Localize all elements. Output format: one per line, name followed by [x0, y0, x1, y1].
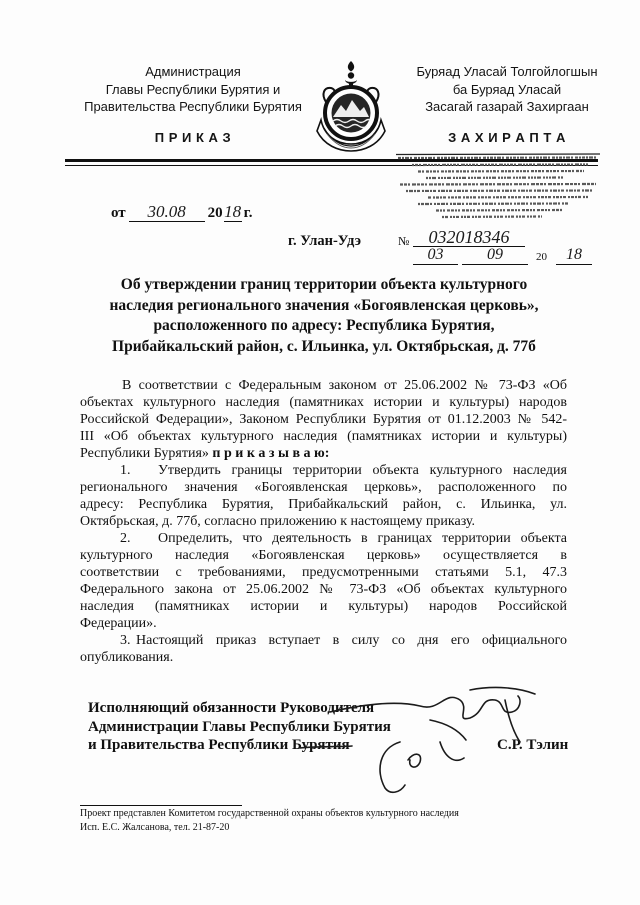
- date-suffix: г.: [243, 205, 253, 221]
- preamble: [80, 377, 567, 462]
- signatory-name: С.Р. Тэлин: [497, 737, 569, 753]
- signatory-position: [88, 699, 391, 755]
- preamble-last-line: Республики Бурятия»: [80, 446, 209, 461]
- doc-type-bua: З А Х И Р А П Т А: [448, 129, 566, 145]
- item-number: 1.: [120, 463, 131, 478]
- item-text: Утвердить границы территории объекта культурного наследия: [158, 463, 567, 478]
- footer-line: Проект представлен Комитетом государственной охраны объектов культурного наследия: [80, 808, 459, 819]
- body-line: опубликования.: [80, 650, 174, 665]
- body-line: наследия (памятниках истории и культуры) народов Российской: [80, 599, 567, 614]
- footer-line: Исп. Е.С. Жалсанова, тел. 21-87-20: [80, 821, 230, 833]
- registration-month: 09: [462, 246, 528, 265]
- doc-type-ru: П Р И К А З: [154, 129, 232, 145]
- date-prefix: от: [111, 205, 126, 221]
- item-text: Определить, что деятельность в границах территории объекта: [158, 531, 567, 546]
- body-line: Федерального закона от 25.06.2002 № 73-ФЗ «Об объектах культурного: [80, 582, 567, 597]
- coat-of-arms-icon: [316, 60, 386, 152]
- order-item-1: [80, 462, 567, 530]
- date-day-month-handwritten: 30.08: [129, 203, 205, 222]
- header-left-authority: [73, 63, 313, 146]
- order-item-2: [80, 530, 567, 632]
- date-year-handwritten: 18: [224, 202, 242, 221]
- order-title: [80, 275, 568, 358]
- order-word: п р и к а з ы в а ю:: [212, 446, 330, 461]
- body-line: Федерации».: [80, 616, 157, 631]
- body-line: [80, 462, 567, 479]
- registration-day: 03: [413, 246, 458, 265]
- body-line: регионального значения «Богоявленская церковь», расположенного по: [80, 480, 567, 495]
- body-line: объектах культурного наследия (памятниках истории и культуры) народов: [80, 395, 567, 410]
- registration-stamp: [392, 153, 602, 225]
- item-number: 2.: [120, 531, 131, 546]
- registration-century: 20: [536, 251, 547, 263]
- body-line: III «Об объектах культурного наследия (памятниках истории и культуры): [80, 429, 567, 444]
- body-line: Российской Федерации», Законом Республики Бурятия от 01.12.2003 № 542-: [80, 412, 567, 427]
- footer-rule: [80, 805, 242, 806]
- body-line: соответствии с требованиями, предусмотренными статьями 5.1, 47.3: [80, 565, 567, 580]
- item-number: 3.: [120, 633, 131, 648]
- body-line: Октябрьская, д. 77б, согласно приложению к настоящему приказу.: [80, 514, 476, 529]
- signatory-line: Исполняющий обязанности Руководителя: [88, 700, 375, 716]
- header-left-line: Администрация: [145, 64, 241, 79]
- title-line: Об утверждении границ территории объекта культурного: [120, 276, 528, 293]
- body-line: В соответствии с Федеральным законом от 25.06.2002 № 73-ФЗ «Об: [122, 378, 567, 393]
- registration-year: 18: [556, 246, 592, 265]
- order-item-3: [80, 632, 567, 666]
- signatory-line: и Правительства Республики Бурятия: [88, 737, 350, 753]
- city: г. Улан-Удэ: [288, 233, 361, 249]
- order-body: [80, 377, 567, 666]
- body-line: [80, 530, 567, 547]
- header-right-line: ба Буряад Уласай: [452, 81, 562, 97]
- title-line: Прибайкальский район, с. Ильинка, ул. Октябрьская, д. 77б: [112, 338, 536, 356]
- body-line: [80, 445, 567, 462]
- header-right-line: Засагай газарай Захиргаан: [425, 99, 589, 114]
- header-left-line: Правительства Республики Бурятия: [84, 99, 302, 114]
- body-line: [80, 632, 567, 649]
- header-right-authority: [387, 63, 627, 146]
- body-line: культурного наследия «Богоявленская церковь» осуществляется в: [80, 548, 567, 563]
- signatory-line: Администрации Главы Республики Бурятия: [88, 718, 391, 735]
- header-left-line: Главы Республики Бурятия и: [105, 81, 281, 97]
- title-line: наследия регионального значения «Богоявленская церковь»,: [109, 296, 539, 314]
- footer-note: [80, 807, 459, 834]
- registration-number: 032018346: [413, 228, 525, 247]
- registration-number-label: №: [398, 234, 410, 248]
- order-date: [111, 203, 253, 222]
- item-text: Настоящий приказ вступает в силу со дня его официального: [136, 633, 567, 648]
- header-right-line: Буряад Уласай Толгойлогшын: [416, 64, 598, 79]
- body-line: адресу: Республика Бурятия, Прибайкальский район, с. Ильинка, ул.: [80, 497, 567, 512]
- title-line: расположенного по адресу: Республика Бурятия,: [153, 317, 495, 335]
- date-century: 20: [207, 205, 223, 221]
